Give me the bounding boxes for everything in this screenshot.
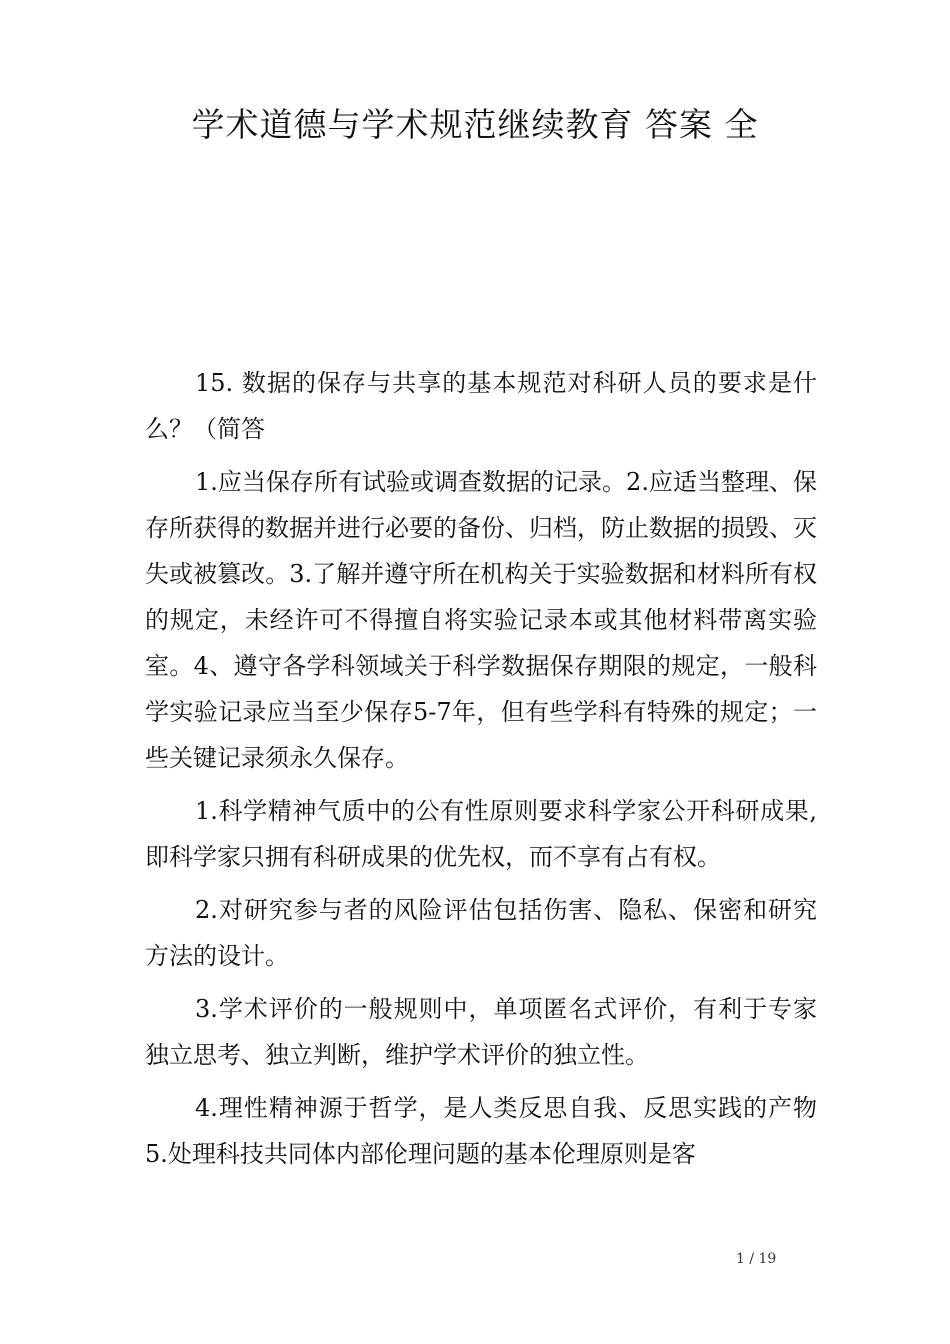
page-number: 1 / 19 xyxy=(736,1251,777,1267)
document-title: 学术道德与学术规范继续教育 答案 全 xyxy=(191,105,759,144)
statement-paragraph-4: 4.理性精神源于哲学，是人类反思自我、反思实践的产物 5.处理科技共同体内部伦理问题的基本伦理原则是客 xyxy=(145,1094,840,1168)
statement-paragraph-2: 2.对研究参与者的风险评估包括伤害、隐私、保密和研究方法的设计。 xyxy=(145,896,817,970)
document-body xyxy=(145,360,840,1184)
statement-paragraph-1: 1.科学精神气质中的公有性原则要求科学家公开科研成果,即科学家只拥有科研成果的优先权，而不享有占有权。 xyxy=(145,797,817,871)
answer-paragraph: 1.应当保存所有试验或调查数据的记录。2.应适当整理、保存所获得的数据并进行必要的备份、归档，防止数据的损毁、灭失或被篡改。3.了解并遵守所在机构关于实验数据和材料所有权的规定，未经许可不得擅自将实验记录本或其他材料带离实验室。4、遵守各学科领域关于科学数据保存期限的规定，一般科学实验记录应当至少保存5-7年，但有些学科有特殊的规定；一些关键记录须永久保存。 xyxy=(145,468,817,772)
statement-paragraph-3: 3.学术评价的一般规则中，单项匿名式评价，有利于专家独立思考、独立判断，维护学术评价的独立性。 xyxy=(145,995,817,1069)
question-paragraph: 15. 数据的保存与共享的基本规范对科研人员的要求是什么？（简答 xyxy=(145,369,817,443)
